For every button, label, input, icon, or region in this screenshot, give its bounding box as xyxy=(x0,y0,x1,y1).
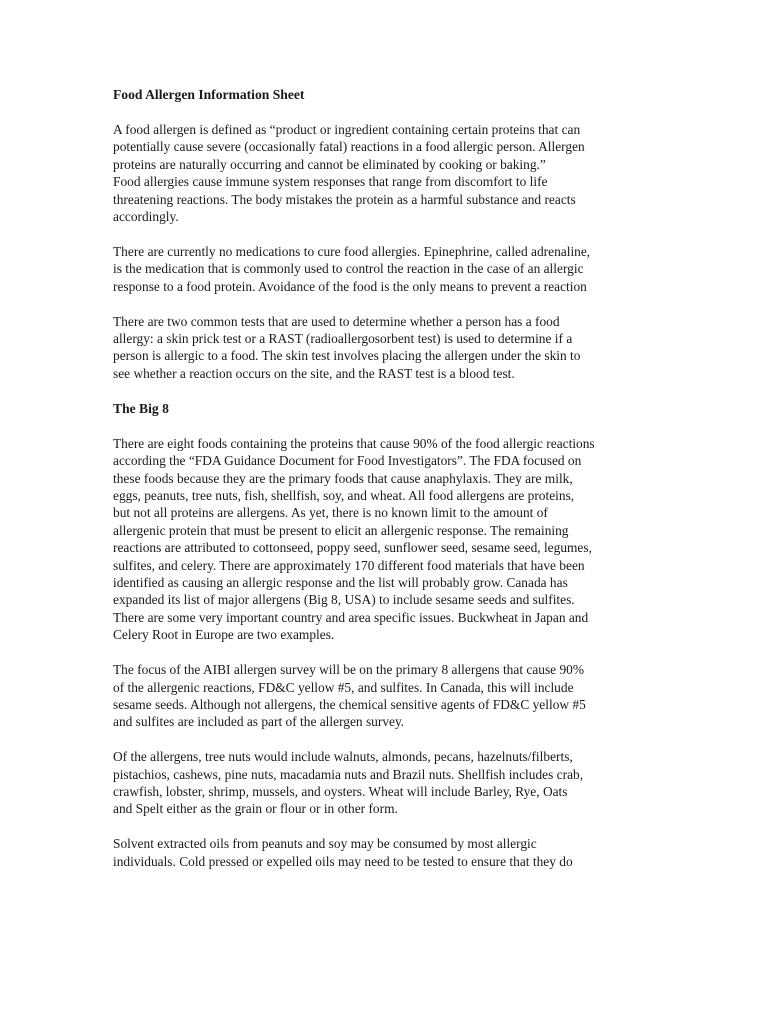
text-line: sulfites, and celery. There are approximately 170 different food materials that have been xyxy=(113,557,585,573)
spacer xyxy=(113,417,673,435)
text-line: potentially cause severe (occasionally fatal) reactions in a food allergic person. Allergen xyxy=(113,139,585,155)
paragraph-medications xyxy=(113,243,673,295)
paragraph-allergen-definition xyxy=(113,121,673,225)
paragraph-oils xyxy=(113,835,673,870)
text-line: Celery Root in Europe are two examples. xyxy=(113,627,335,643)
spacer xyxy=(113,382,673,400)
spacer xyxy=(113,295,673,313)
text-line: sesame seeds. Although not allergens, the chemical sensitive agents of FD&C yellow #5 xyxy=(113,696,586,712)
text-line: but not all proteins are allergens. As yet, there is no known limit to the amount of xyxy=(113,505,548,521)
text-line: is the medication that is commonly used to control the reaction in the case of an allergic xyxy=(113,261,584,277)
text-line: crawfish, lobster, shrimp, mussels, and oysters. Wheat will include Barley, Rye, Oats xyxy=(113,784,568,800)
text-line: allergy: a skin prick test or a RAST (radioallergosorbent test) is used to determine if a xyxy=(113,331,573,347)
spacer xyxy=(113,731,673,749)
section-heading-big-8: The Big 8 xyxy=(113,400,169,416)
text-line: and Spelt either as the grain or flour or in other form. xyxy=(113,801,398,817)
text-line: pistachios, cashews, pine nuts, macadamia nuts and Brazil nuts. Shellfish includes crab, xyxy=(113,766,584,782)
text-line: The focus of the AIBI allergen survey will be on the primary 8 allergens that cause 90% xyxy=(113,662,585,678)
spacer xyxy=(113,818,673,836)
text-line: proteins are naturally occurring and cannot be eliminated by cooking or baking.” xyxy=(113,156,546,172)
text-line: of the allergenic reactions, FD&C yellow #5, and sulfites. In Canada, this will include xyxy=(113,679,574,695)
spacer xyxy=(113,103,673,121)
text-line: eggs, peanuts, tree nuts, fish, shellfish, soy, and wheat. All food allergens are proteins, xyxy=(113,488,575,503)
text-line: these foods because they are the primary foods that cause anaphylaxis. They are milk, xyxy=(113,470,573,486)
paragraph-eight-foods xyxy=(113,435,673,644)
text-line: threatening reactions. The body mistakes the protein as a harmful substance and reacts xyxy=(113,191,576,207)
text-line: reactions are attributed to cottonseed, poppy seed, sunflower seed, sesame seed, legumes, xyxy=(113,540,592,556)
text-line: see whether a reaction occurs on the site, and the RAST test is a blood test. xyxy=(113,365,515,381)
paragraph-aibi-survey xyxy=(113,661,673,731)
text-line: person is allergic to a food. The skin test involves placing the allergen under the skin to xyxy=(113,348,581,364)
text-line: and sulfites are included as part of the allergen survey. xyxy=(113,714,405,730)
text-line: allergenic protein that must be present to elicit an allergenic response. The remaining xyxy=(113,522,569,538)
text-line: according the “FDA Guidance Document for Food Investigators”. The FDA focused on xyxy=(113,453,582,469)
text-line: individuals. Cold pressed or expelled oils may need to be tested to ensure that they do xyxy=(113,853,573,869)
document-title: Food Allergen Information Sheet xyxy=(113,87,305,102)
text-line: Food allergies cause immune system responses that range from discomfort to life xyxy=(113,174,548,190)
text-line: There are currently no medications to cure food allergies. Epinephrine, called adrenaline, xyxy=(113,243,591,259)
text-line: accordingly. xyxy=(113,208,179,224)
text-line: There are eight foods containing the proteins that cause 90% of the food allergic reactions xyxy=(113,435,595,451)
spacer xyxy=(113,225,673,243)
text-line: A food allergen is defined as “product or ingredient containing certain proteins that can xyxy=(113,121,581,137)
text-line: Solvent extracted oils from peanuts and soy may be consumed by most allergic xyxy=(113,836,537,852)
spacer xyxy=(113,644,673,662)
text-line: identified as causing an allergic response and the list will probably grow. Canada has xyxy=(113,574,568,590)
text-line: There are some very important country and area specific issues. Buckwheat in Japan and xyxy=(113,609,589,625)
text-line: expanded its list of major allergens (Big 8, USA) to include sesame seeds and sulfites. xyxy=(113,592,575,608)
text-line: response to a food protein. Avoidance of the food is the only means to prevent a reaction xyxy=(113,278,587,294)
paragraph-tree-nuts-shellfish xyxy=(113,748,673,818)
paragraph-tests xyxy=(113,313,673,383)
text-line: Of the allergens, tree nuts would include walnuts, almonds, pecans, hazelnuts/filberts, xyxy=(113,749,573,765)
document-page xyxy=(113,86,673,870)
text-line: There are two common tests that are used to determine whether a person has a food xyxy=(113,313,560,329)
